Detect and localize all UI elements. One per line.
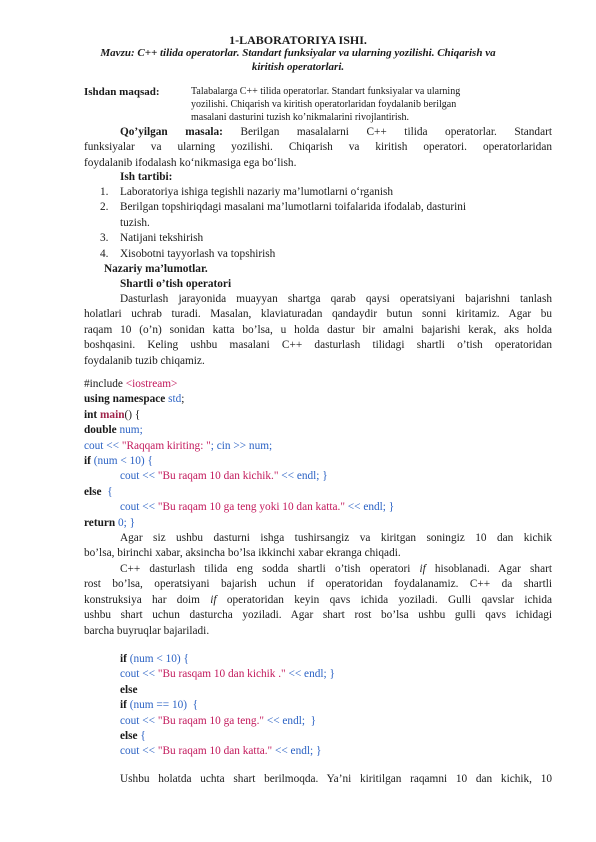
goal-line: Talabalarga C++ tilida operatorlar. Standart funksiyalar va ularning bbox=[191, 86, 461, 97]
code-line: #include <iostream> bbox=[84, 378, 178, 390]
list-item: 1. Laboratoriya ishiga tegishli nazariy ma’lumotlarni o‘rganish bbox=[100, 186, 394, 198]
task-line: funksiyalar va ularning yozilishi. Chiqarish va kiritish operatori. operatorlaridan bbox=[84, 141, 552, 154]
code-line: else { bbox=[84, 485, 113, 498]
code-line: return 0; } bbox=[84, 516, 136, 529]
theory-subheading: Shartli o’tish operatori bbox=[120, 278, 232, 290]
code-line: if (num < 10) { bbox=[84, 455, 153, 468]
task-label: Qo’yilgan masala: bbox=[120, 126, 223, 138]
task-line: Qo’yilgan masala: Berilgan masalalarni C++ tilida operatorlar. Standart bbox=[120, 126, 552, 138]
text-line: bo’lsa, birinchi xabar, aksincha bo’lsa ikkinchi xabar ekranga chiqadi. bbox=[84, 547, 401, 560]
text-line: Ushbu holatda uchta shart berilmoqda. Ya’ni kiritilgan raqamni 10 dan kichik, 10 bbox=[120, 773, 552, 785]
task-line: foydalanib ifodalash ko‘nikmasiga ega bo‘lish. bbox=[84, 156, 297, 169]
code-line: int main() { bbox=[84, 408, 141, 421]
code-block-2 bbox=[120, 652, 335, 760]
code-line: if (num < 10) { bbox=[120, 653, 189, 665]
result-paragraph bbox=[84, 531, 552, 562]
order-heading: Ish tartibi: bbox=[120, 171, 173, 183]
code-line: using namespace std; bbox=[84, 393, 185, 406]
text-line: barcha buyruqlar bajariladi. bbox=[84, 624, 210, 637]
code-line: cout << "Bu raqam 10 dan kichik." << endl; } bbox=[120, 470, 328, 483]
code-line: else bbox=[120, 683, 138, 696]
text-line: Dasturlash jarayonida muayyan shartga qarab qaysi operatsiyani bajarishni tanlash bbox=[120, 293, 552, 305]
order-list bbox=[100, 185, 540, 262]
code-line: double num; bbox=[84, 424, 143, 437]
text-line: rost bo’lsa, operatsiyani bajarish uchun if operatoridan foydalanamiz. C++ da shartli bbox=[84, 578, 552, 591]
if-explanation-paragraph bbox=[84, 562, 552, 639]
list-item: 4. Xisobotni tayyorlash va topshirish bbox=[100, 247, 276, 260]
text-line: raqam 10 (o’n) sonidan katta bo’lsa, u holda dastur bir amalni bajarishi kerak, aks holda bbox=[84, 323, 552, 336]
text-line: C++ dasturlash tilida eng sodda shartli o’tish operatori if hisoblanadi. Agar shart bbox=[120, 563, 552, 575]
conditions-paragraph bbox=[84, 772, 552, 787]
list-item: 2. Berilgan topshiriqdagi masalani ma’lumotlarni toifalarida ifodalab, dasturini bbox=[100, 201, 467, 214]
text-line: Agar siz ushbu dasturni ishga tushirsangiz va kiritgan soningiz 10 dan kichik bbox=[120, 532, 552, 544]
code-line: cout << "Bu rasqam 10 dan kichik ." << endl; } bbox=[120, 668, 335, 681]
code-line: cout << "Bu raqam 10 dan katta." << endl; } bbox=[120, 745, 322, 758]
code-line: cout << "Bu raqam 10 ga teng yoki 10 dan katta." << endl; } bbox=[120, 501, 395, 514]
lab-title: 1-LABORATORIYA ISHI. bbox=[229, 33, 367, 47]
list-item: 3. Natijani tekshirish bbox=[100, 232, 204, 245]
text-line: konstruksiya har doim if operatoridan keyin qavs ichida yoziladi. Gulli qavslar ichida bbox=[84, 593, 552, 606]
code-line: cout << "Raqqam kiriting: "; cin >> num; bbox=[84, 439, 273, 452]
text-line: holatlari uchrab turadi. Masalan, klaviaturadan qandaydir butun sonni kiritamiz. Agar bu bbox=[84, 308, 552, 321]
task-paragraph bbox=[84, 125, 552, 171]
code-block-1 bbox=[84, 377, 394, 531]
goal-line: masalani dasturini tuzish ko’nikmalarini rivojlantirish. bbox=[191, 112, 410, 123]
code-line: if (num == 10) { bbox=[120, 699, 199, 712]
code-line: cout << "Bu raqam 10 ga teng." << endl; } bbox=[120, 714, 317, 727]
theory-heading: Nazariy ma’lumotlar. bbox=[104, 263, 208, 275]
text-line: ushbu shart uchun dasturcha yoziladi. Agar shart rost bo’lsa ushbu gulli qavs ichidagi bbox=[84, 609, 552, 622]
goal-line: yozilishi. Chiqarish va kiritish operatorlaridan foydalanib berilgan bbox=[191, 99, 457, 110]
goal-label: Ishdan maqsad: bbox=[84, 86, 160, 98]
goal-text bbox=[191, 85, 521, 124]
text-line: foydalanib tuzib chiqamiz. bbox=[84, 354, 205, 367]
lab-subtitle: Mavzu: C++ tilida operatorlar. Standart funksiyalar va ularning yozilishi. Chiqarish va kiritish operatorlari. bbox=[100, 47, 496, 73]
list-item: tuzish. bbox=[120, 216, 150, 229]
text-line: boshqasini. Keling ushbu masalani C++ dasturlash tilidagi shartli o’tish operatoridan bbox=[84, 339, 552, 352]
code-line: else { bbox=[120, 730, 146, 743]
theory-paragraph bbox=[84, 292, 552, 369]
